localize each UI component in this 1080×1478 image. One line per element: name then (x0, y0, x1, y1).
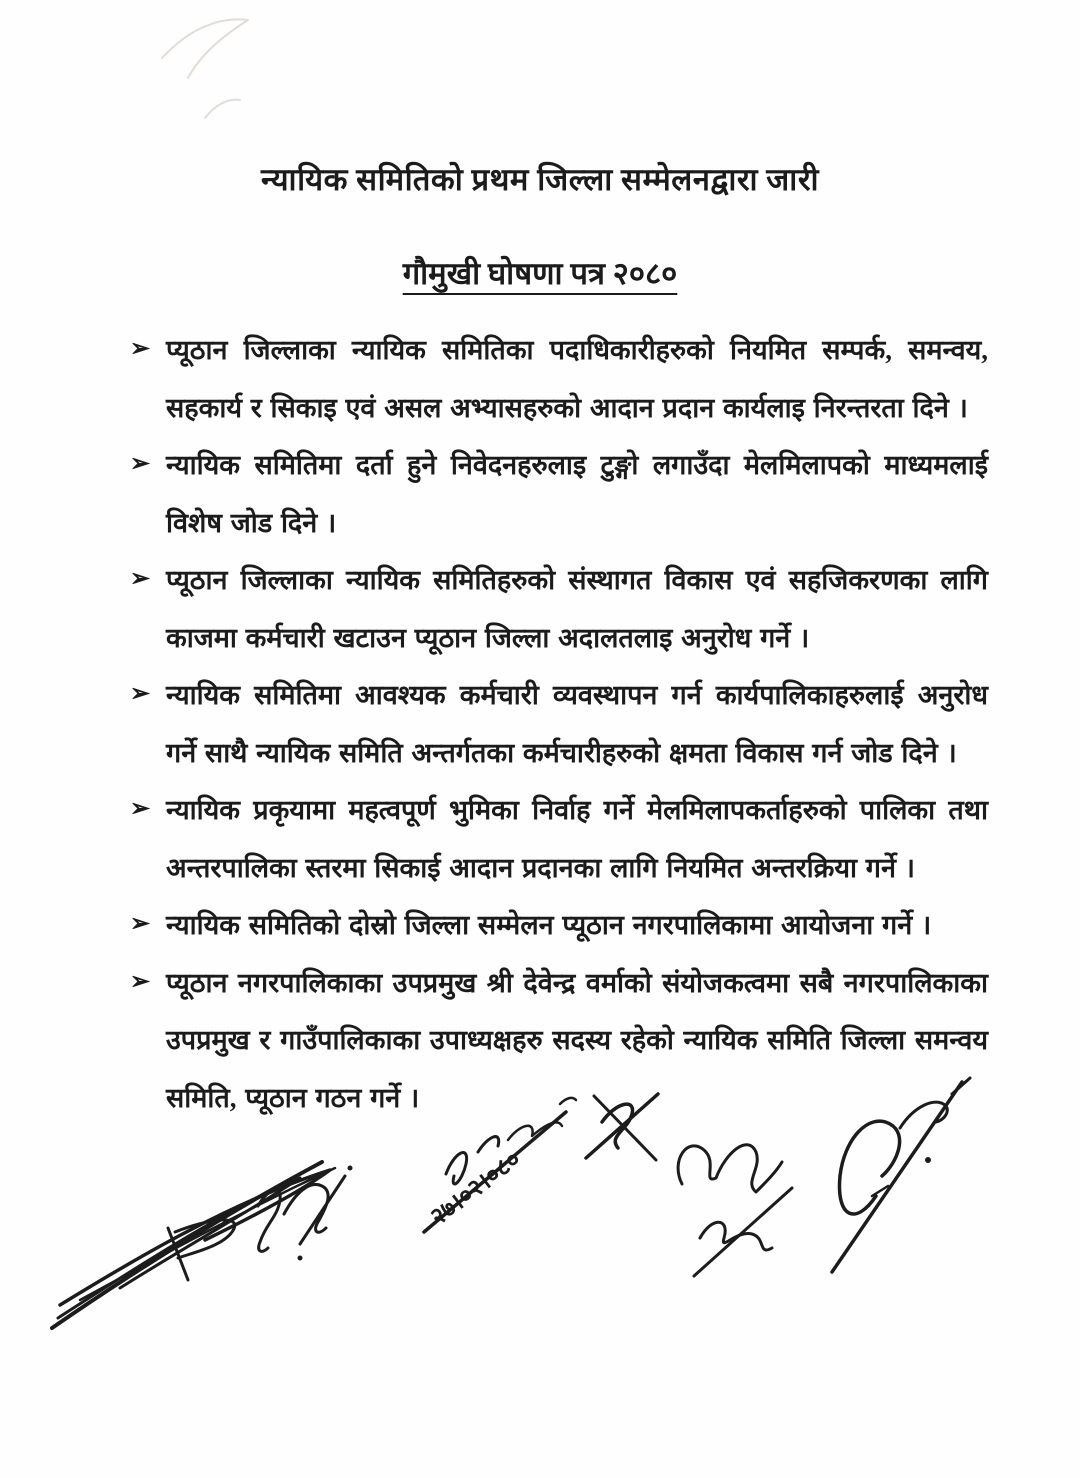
declaration-point-6 (130, 897, 988, 955)
declaration-point-text: प्यूठान जिल्लाका न्यायिक समितिहरुको संस्थागत विकास एवं सहजिकरणका लागि काजमा कर्मचारी खटाउन प्यूठान जिल्ला अदालतलाइ अनुरोध गर्ने । (166, 565, 988, 653)
document-subtitle: गौमुखी घोषणा पत्र २०८० (402, 256, 678, 291)
declaration-point-text: प्यूठान जिल्लाका न्यायिक समितिका पदाधिकारीहरुको नियमित सम्पर्क, समन्वय, सहकार्य र सिकाइ एवं असल अभ्यासहरुको आदान प्रदान कार्यलाइ निरन्तरता दिने । (166, 335, 988, 423)
signature-5 (678, 1145, 792, 1276)
declaration-point-text: न्यायिक समितिमा आवश्यक कर्मचारी व्यवस्थापन गर्न कार्यपालिकाहरुलाई अनुरोध गर्ने साथै न्यायिक समिति अन्तर्गतका कर्मचारीहरुको क्षमता विकास गर्न जोड दिने । (166, 680, 988, 768)
declaration-point-text: न्यायिक समितिको दोस्रो जिल्ला सम्मेलन प्यूठान नगरपालिकामा आयोजना गर्ने । (166, 910, 932, 940)
document-header (0, 0, 1080, 294)
document-title: न्यायिक समितिको प्रथम जिल्ला सम्मेलनद्वारा जारी (260, 162, 820, 197)
declaration-point-text: प्यूठान नगरपालिकाका उपप्रमुख श्री देवेन्द्र वर्माको संयोजकत्वमा सबै नगरपालिकाका उपप्रमुख र गाउँपालिकाका उपाध्यक्षहरु सदस्य रहेको न्यायिक समिति जिल्ला समन्वय समिति, प्यूठान गठन गर्ने । (166, 967, 988, 1113)
arrow-bullet-icon: ➢ (130, 336, 151, 362)
declaration-point-1 (130, 322, 988, 437)
signature-date: २७।०२।०८० (425, 1146, 526, 1231)
arrow-bullet-icon: ➢ (130, 968, 151, 995)
arrow-bullet-icon: ➢ (130, 451, 151, 477)
arrow-bullet-icon: ➢ (130, 911, 151, 937)
declaration-point-3 (130, 552, 988, 667)
arrow-bullet-icon: ➢ (130, 796, 151, 822)
declaration-points-list (130, 322, 988, 1127)
signature-1 (52, 1162, 335, 1328)
arrow-bullet-icon: ➢ (130, 681, 151, 707)
declaration-point-7 (130, 955, 988, 1128)
declaration-point-4 (130, 667, 988, 782)
arrow-bullet-icon: ➢ (130, 566, 151, 592)
signature-3 (424, 1112, 566, 1232)
declaration-point-5 (130, 782, 988, 897)
declaration-point-text: न्यायिक प्रकृयामा महत्वपूर्ण भुमिका निर्वाह गर्ने मेलमिलापकर्ताहरुको पालिका तथा अन्तरपालिका स्तरमा सिकाई आदान प्रदानका लागि नियमित अन्तरक्रिया गर्ने । (166, 795, 988, 883)
signature-2 (258, 1166, 353, 1261)
declaration-point-2 (130, 437, 988, 552)
declaration-point-text: न्यायिक समितिमा दर्ता हुने निवेदनहरुलाइ टुङ्गो लगाउँदा मेलमिलापको माध्यमलाई विशेष जोड दिने । (166, 450, 988, 538)
